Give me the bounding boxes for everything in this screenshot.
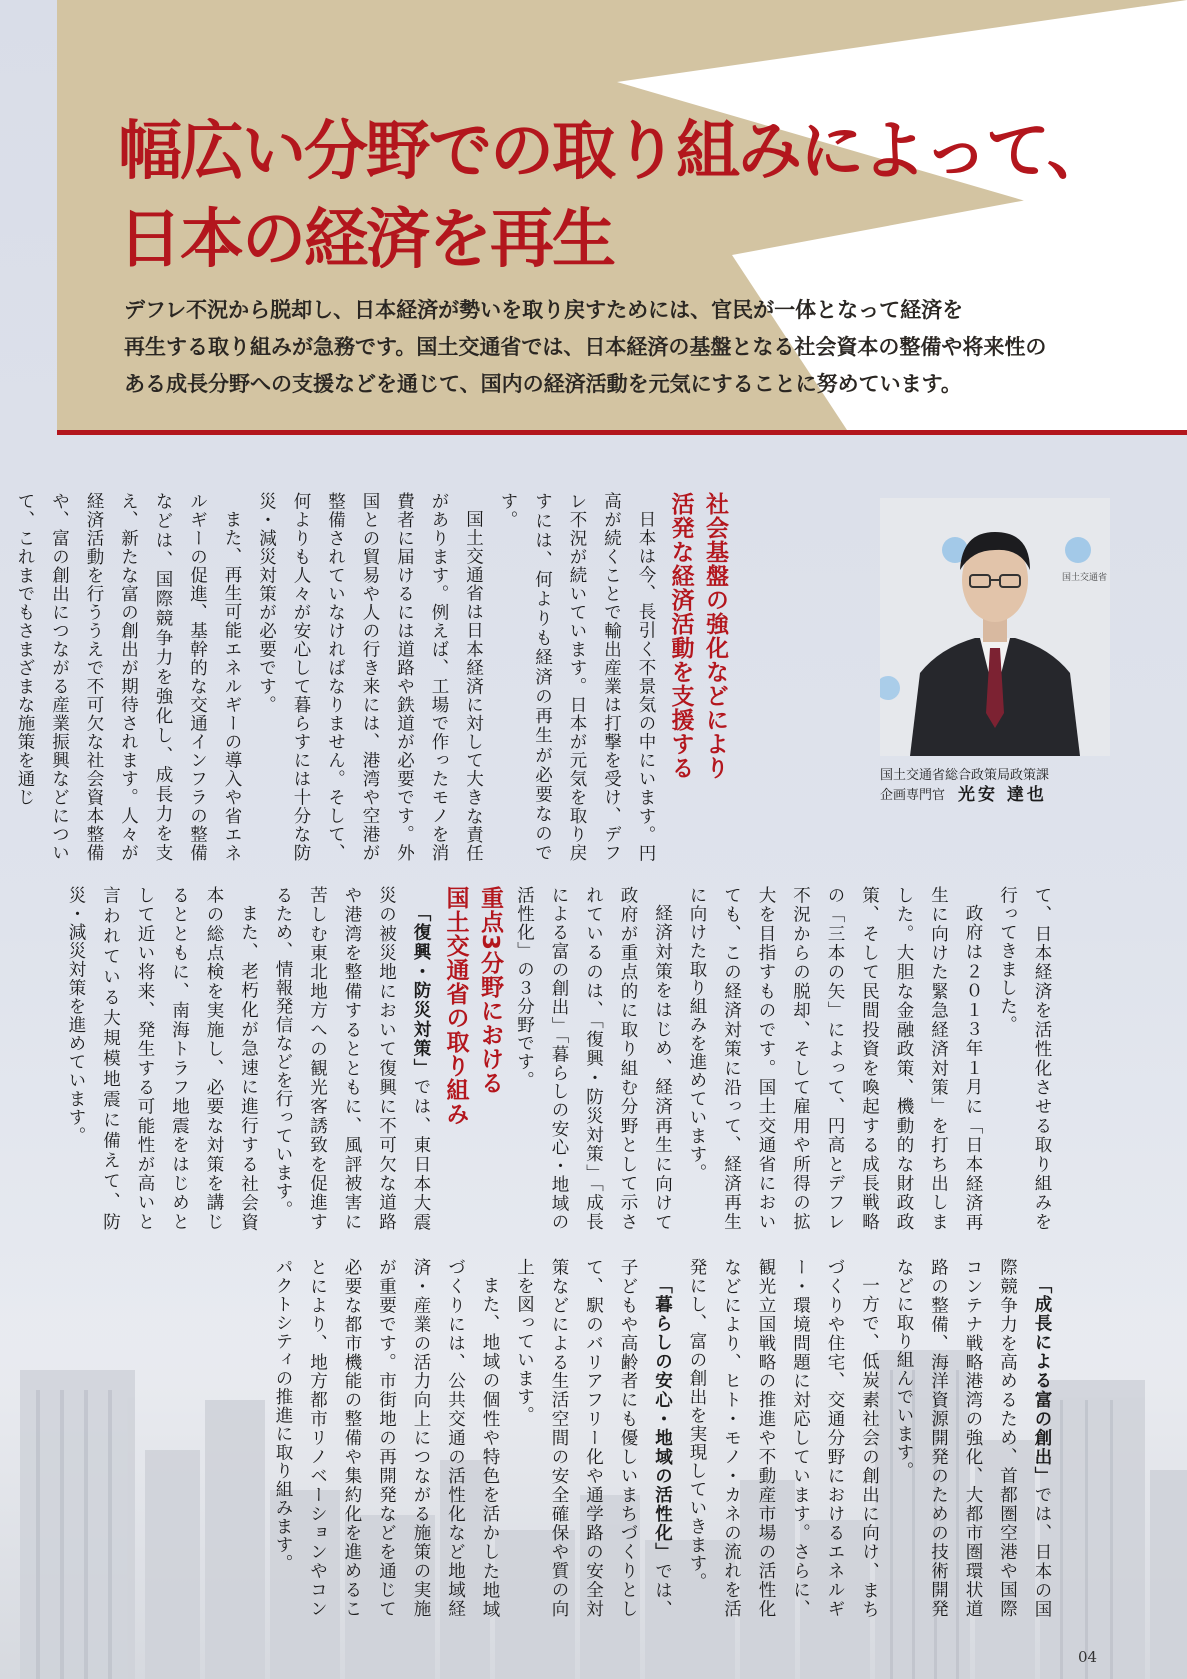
paragraph: 一方で、低炭素社会の創出に向け、まちづくりや住宅、交通分野におけるエネルギー・環境問題に対応しています。さらに、観光立国戦略の推進や不動産市場の活性化などにより、ヒト・モノ・カネの流れを活発にし、富の創出を実現していきます。 [687,1258,880,1618]
article-block-1 [15,492,732,862]
keyword-recovery: 「復興・防災対策」 [411,903,431,1078]
paragraph: て、日本経済を活性化させる取り組みを行ってきました。 [997,886,1052,1231]
header-rule [57,430,1187,435]
paragraph-text: では、子どもや高齢者にも優しいまちづくりとして、駅のバリアフリー化や通学路の安全対策などによる生活空間の安全確保や質の向上を図っています。 [514,1258,673,1619]
paragraph-text: では、東日本大震災の被災地において復興に不可欠な道路や港湾を整備するとともに、風評被害に苦しむ東北地方への観光客誘致を促進するため、情報発信などを行っています。 [273,886,431,1231]
page-title [118,108,1168,284]
keyword-growth: 「成長による富の創出」 [1032,1275,1052,1486]
section-heading-1-line-1: 社会基盤の強化などにより [702,492,728,780]
paragraph: 経済対策をはじめ、経済再生に向けて政府が重点的に取り組む分野として示されているのは、「復興・防災対策」「成長による富の創出」「暮らしの安心・地域の活性化」の３分野です。 [514,886,673,1231]
keyword-living: 「暮らしの安心・地域の活性化」 [652,1275,673,1562]
portrait-caption-affiliation: 国土交通省総合政策局政策課 [880,768,1050,783]
portrait-caption-name: 光安 達也 [958,785,1047,805]
section-heading-2-line-2: 国土交通省の取り組み [442,886,469,1126]
article-block-2 [49,886,1059,1231]
page-number: 04 [1078,1648,1098,1666]
section-heading-1-line-2: 活発な経済活動を支援する [667,492,694,780]
lead-line-3: ある成長分野への支援などを通じて、国内の経済活動を元気にすることに努めています。 [124,372,962,396]
page-title-line-1: 幅広い分野での取り組みによって、 [118,115,1109,189]
paragraph: 国土交通省は日本経済に対して大きな責任があります。例えば、工場で作ったモノを消費者に届けるには道路や鉄道が必要です。外国との貿易や人の行き来には、港湾や空港が整備されていなければなりません。そして、何よりも人々が安心して暮らすには十分な防災・減災対策が必要です。 [256,492,484,862]
paragraph [887,1258,1060,1618]
paragraph [266,886,439,1231]
section-heading-2-line-1: 重点3分野における [477,886,503,1096]
lead-line-2: 再生する取り組みが急務です。国土交通省では、日本経済の基盤となる社会資本の整備や将来性の [124,335,1047,359]
lead-line-1: デフレ不況から脱却し、日本経済が勢いを取り戻すためには、官民が一体となって経済を [124,298,964,322]
paragraph: 日本は今、長引く不景気の中にいます。円高が続くことで輸出産業は打撃を受け、デフレ不況が続いています。日本が元気を取り戻すには、何よりも経済の再生が必要なのです。 [498,492,656,862]
paragraph: また、再生可能エネルギーの導入や省エネルギーの促進、基幹的な交通インフラの整備などは、国際競争力を強化し、成長力を支え、新たな富の創出が期待されます。人々が経済活動を行ううえで不可欠な社会資本整備や、富の創出につながる産業振興などについて、これまでもさまざまな施策を通じ [15,492,242,862]
paragraph: また、地域の個性や特色を活かした地域づくりには、公共交通の活性化など地域経済・産業の活力向上につながる施策の実施が重要です。市街地の再開発などを通じて必要な都市機能の整備や集約化を進めることにより、地方都市リノベーションやコンパクトシティの推進に取り組みます。 [273,1258,500,1618]
paragraph-text: では、日本の国際競争力を高めるため、首都圏空港や国際コンテナ戦略港湾の強化、大都市圏環状道路の整備、海洋資源開発のための技術開発などに取り組んでいます。 [894,1258,1052,1619]
portrait-image [880,498,1110,756]
portrait-caption-position: 企画専門官 [880,788,946,803]
lead-text [124,292,1134,403]
paragraph: 政府は２０１３年１月に「日本経済再生に向けた緊急経済対策」を打ち出しました。大胆な金融政策、機動的な財政政策、そして民間投資を喚起する成長戦略の「三本の矢」によって、円高とデフレ不況からの脱却、そして雇用や所得の拡大を目指すものです。国土交通省においても、この経済対策に沿って、経済再生に向けた取り組みを進めています。 [687,886,983,1231]
section-heading-2 [438,886,507,1231]
section-heading-1 [663,492,732,862]
wall-sign-text: 国土交通省 [1062,573,1108,583]
article-block-3 [273,1258,1059,1619]
paragraph: また、老朽化が急速に進行する社会資本の総点検を実施し、必要な対策を講じるとともに、南海トラフ地震をはじめとして近い将来、発生する可能性が高いと言われている大規模地震に備えて、防災・減災対策を進めています。 [66,886,259,1231]
portrait-photo [880,498,1110,756]
page-title-line-2: 日本の経済を再生 [118,203,614,277]
paragraph [507,1258,680,1618]
